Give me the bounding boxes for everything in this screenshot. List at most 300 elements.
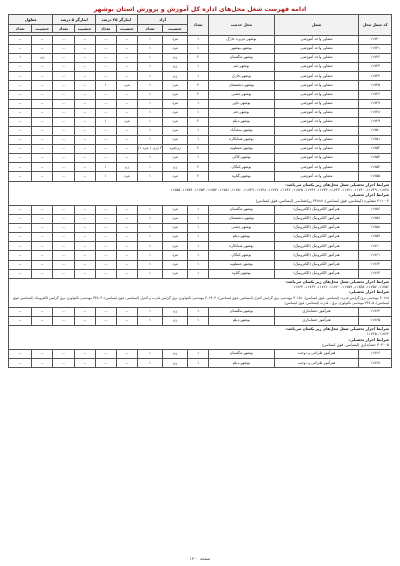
note-heading: شرایط احراز تحصیلی شغل محل‌های زیر یکسان می‌باشد: (285, 326, 389, 331)
table-cell: ۲ (188, 117, 209, 126)
note-codes: ۱۱۷۶۴، ۱۱۷۶۵ (366, 332, 389, 337)
table-cell: -- (32, 251, 53, 260)
table-cell: ۱۱۷۶۱ (359, 251, 392, 260)
qualification-note (9, 278, 392, 307)
table-cell: ۱۱۷۵۴ (359, 163, 392, 172)
table-cell: -- (116, 63, 137, 72)
note-heading: شرایط احراز تحصیلی شغل محل‌های زیر یکسان می‌باشد: (285, 182, 389, 187)
table-cell: بوشهر-کنگان (209, 163, 274, 172)
table-cell: -- (32, 63, 53, 72)
table-cell: -- (9, 145, 32, 154)
table-cell: -- (32, 215, 53, 224)
table-cell: بوشهر-دشتستان (209, 81, 274, 90)
table-cell: -- (9, 359, 32, 368)
table-body-electronics (9, 205, 392, 278)
table-cell: -- (95, 233, 116, 242)
note-heading: شرایط احراز تحصیلی شغل محل‌های زیر یکسان می‌باشد: (285, 279, 389, 284)
table-cell: -- (32, 136, 53, 145)
table-cell: -- (53, 359, 74, 368)
header-code: کد شغل محل (359, 15, 392, 36)
table-cell: -- (9, 233, 32, 242)
table-cell: -- (9, 63, 32, 72)
table-cell: مرد (116, 172, 137, 181)
header-quota5: ایثارگر ۵ درصد (53, 15, 95, 25)
table-cell: بوشهر-عسلویه (209, 145, 274, 154)
note-block-2 (9, 278, 392, 307)
table-cell: -- (9, 36, 32, 45)
table-cell: -- (74, 81, 95, 90)
table-cell: -- (95, 224, 116, 233)
table-cell: -- (116, 205, 137, 214)
table-cell: بوشهر-جاور (209, 99, 274, 108)
table-row (9, 81, 392, 90)
table-cell: -- (95, 72, 116, 81)
table-cell: بوشهر-خارک (209, 72, 274, 81)
table-row (9, 45, 392, 54)
table-row (9, 117, 392, 126)
table-cell: ۱ (138, 108, 163, 117)
table-cell: -- (9, 45, 32, 54)
table-cell: -- (116, 154, 137, 163)
table-cell: -- (9, 205, 32, 214)
table-row (9, 260, 392, 269)
table-cell: -- (74, 63, 95, 72)
table-cell: -- (53, 224, 74, 233)
table-cell: ۱ (138, 126, 163, 135)
table-cell: ۱ (138, 172, 163, 181)
table-cell: ۱ (9, 54, 32, 63)
note-condition-text: ۳۰۱۲۸ مهندسی برق گرایش قدرت (لیسانس، فوق لیسانس)، ۳۰۱۵۱ مهندسی برق گرایش کنترل (لیسانس، فوق لیسانس)، ۳۰۲۴۰۳ مهندسی تکنولوژی برق گرایش قدرت و کنترل (لیسانس، فوق لیسانس)، ۳۳۸۰۳ مهندسی تکنولوژی برق گرایش الکترونیک (لیسانس، فوق لیسانس)، ۳۳۸۰۵ مهندسی تکنولوژی برق - قدرت (لیسانس، فوق لیسانس) (12, 295, 389, 305)
table-cell: -- (95, 215, 116, 224)
table-cell: بوشهر-جزیره خارگ (209, 36, 274, 45)
note-condition-text: ۳۰۴۰۰۵ حسابداری (لیسانس، فوق لیسانس) (321, 342, 389, 347)
table-cell: بوشهر-دیلم (209, 117, 274, 126)
table-cell: -- (32, 154, 53, 163)
table-cell: ۱۱۷۵۰ (359, 126, 392, 135)
table-cell: -- (74, 205, 95, 214)
table-cell: -- (9, 99, 32, 108)
table-cell: زن (163, 72, 188, 81)
table-cell: -- (32, 233, 53, 242)
table-cell: ۱۱۷۵۵ (359, 172, 392, 181)
table-cell: ۲ (188, 54, 209, 63)
table-cell: بوشهر-جم (209, 108, 274, 117)
table-cell: ۱ (138, 359, 163, 368)
header-free: آزاد (138, 15, 188, 25)
table-cell: -- (53, 145, 74, 154)
table-cell: ۱ (138, 350, 163, 359)
table-cell: -- (32, 205, 53, 214)
table-cell: ۱ (188, 136, 209, 145)
table-cell: بوشهر-تنگستان (209, 350, 274, 359)
table-cell: -- (53, 154, 74, 163)
table-cell: -- (116, 136, 137, 145)
table-cell: -- (74, 215, 95, 224)
table-cell: مرد (163, 90, 188, 99)
header-number: تعداد (138, 25, 163, 33)
table-cell: -- (9, 350, 32, 359)
table-cell: -- (74, 350, 95, 359)
table-row (9, 205, 392, 214)
table-cell: -- (116, 90, 137, 99)
table-body-counselor (9, 36, 392, 182)
table-cell: -- (95, 126, 116, 135)
table-cell: -- (53, 215, 74, 224)
table-cell: ۱ (138, 316, 163, 325)
table-cell: ۱ (188, 72, 209, 81)
table-cell: -- (53, 172, 74, 181)
table-cell: بوشهر-شبانکاره (209, 136, 274, 145)
table-cell: -- (116, 36, 137, 45)
table-cell: ۱ (188, 233, 209, 242)
table-cell: ۱۱۷۵۲ (359, 145, 392, 154)
table-header (9, 15, 392, 36)
page-label: صفحه (199, 556, 211, 561)
table-cell: ۲ (زن ۱ مرد ۱) (138, 145, 163, 154)
table-cell: مشاور واحد آموزشی (274, 45, 359, 54)
table-cell: -- (116, 224, 137, 233)
table-cell: بوشهر-سعدآباد (209, 126, 274, 135)
table-cell: ۱ (138, 63, 163, 72)
table-cell: ۱ (138, 269, 163, 278)
table-cell: -- (74, 251, 95, 260)
table-cell: زن (32, 54, 53, 63)
table-cell: -- (32, 359, 53, 368)
table-cell: هنرآموز الکترونیک (الکترونیک) (274, 233, 359, 242)
table-cell: -- (116, 72, 137, 81)
table-cell: بوشهر-دشتی (209, 224, 274, 233)
table-body-sewing (9, 350, 392, 368)
header-number: تعداد (95, 25, 116, 33)
table-cell: ۲ (188, 172, 209, 181)
page-title: ادامه فهرست شغل محل‌های اداره کل آموزش و پرورش استان بوشهر (93, 6, 307, 13)
table-cell: ۱ (138, 90, 163, 99)
table-cell: -- (74, 36, 95, 45)
table-cell: زن (163, 307, 188, 316)
table-body-accounting (9, 307, 392, 325)
table-row (9, 215, 392, 224)
note-codes: ۱۱۷۵۶، ۱۱۷۵۷، ۱۱۷۵۸، ۱۱۷۵۹، ۱۱۷۶۰، ۱۱۷۶۱، ۱۱۷۶۲، ۱۱۷۶۳ (293, 285, 389, 290)
table-cell: زن (163, 350, 188, 359)
table-cell: -- (116, 316, 137, 325)
table-cell: بوشهر-عسلویه (209, 260, 274, 269)
table-row (9, 154, 392, 163)
table-cell: مرد (163, 224, 188, 233)
table-cell: ۱ (188, 45, 209, 54)
table-cell: -- (9, 108, 32, 117)
table-cell: -- (116, 126, 137, 135)
table-cell: هنرآموز حسابداری (274, 316, 359, 325)
table-cell: ۱ (188, 215, 209, 224)
table-cell: -- (74, 126, 95, 135)
table-cell: -- (9, 172, 32, 181)
table-cell: ۱۱۷۵۷ (359, 215, 392, 224)
table-cell: ۱۱۷۴۴ (359, 72, 392, 81)
table-cell: مرد (163, 36, 188, 45)
table-cell: ۱ (138, 36, 163, 45)
table-cell: ۱ (188, 359, 209, 368)
table-cell: ۱۱۷۵۶ (359, 205, 392, 214)
table-cell: مرد (163, 260, 188, 269)
page-footer (8, 556, 392, 561)
table-cell: -- (32, 45, 53, 54)
table-cell: ۱۱۷۴۱ (359, 45, 392, 54)
table-cell: -- (116, 242, 137, 251)
table-cell: بوشهر-دیلم (209, 316, 274, 325)
table-cell: ۱ (138, 215, 163, 224)
vacancy-table (8, 14, 392, 368)
table-cell: -- (95, 99, 116, 108)
table-cell: -- (74, 54, 95, 63)
table-row (9, 251, 392, 260)
table-cell: -- (74, 117, 95, 126)
table-cell: -- (9, 90, 32, 99)
table-cell: -- (74, 316, 95, 325)
table-cell: -- (53, 99, 74, 108)
table-cell: مشاور واحد آموزشی (274, 90, 359, 99)
table-cell: -- (74, 242, 95, 251)
table-cell: ۱ (95, 163, 116, 172)
table-cell: زن (163, 163, 188, 172)
table-cell: -- (32, 260, 53, 269)
table-cell: بوشهر-گناوه (209, 269, 274, 278)
table-cell: -- (9, 242, 32, 251)
note-block-1 (9, 181, 392, 205)
table-cell: ۱ (188, 269, 209, 278)
table-cell: ۱ (188, 307, 209, 316)
table-cell: -- (95, 242, 116, 251)
table-cell: مشاور واحد آموزشی (274, 163, 359, 172)
table-cell: ۱۱۷۵۳ (359, 154, 392, 163)
table-cell: -- (116, 251, 137, 260)
note-block-3 (9, 325, 392, 349)
note-condition-text: ۳۱۱۰۰۴ مشاوره (لیسانس، فوق لیسانس)، ۳۳۸۸۷ روانشناسی (لیسانس، فوق لیسانس) (255, 198, 389, 203)
table-cell: مشاور واحد آموزشی (274, 145, 359, 154)
table-cell: -- (95, 269, 116, 278)
table-cell: -- (53, 260, 74, 269)
table-cell: ۱ (188, 205, 209, 214)
table-row (9, 90, 392, 99)
table-cell: مشاور واحد آموزشی (274, 36, 359, 45)
table-cell: ۱ (188, 63, 209, 72)
table-cell: زن (163, 54, 188, 63)
table-cell: مرد (163, 45, 188, 54)
table-cell: -- (32, 81, 53, 90)
table-cell: -- (32, 90, 53, 99)
table-cell: -- (32, 172, 53, 181)
table-cell: ۱ (188, 36, 209, 45)
table-cell: ۱۱۷۴۰ (359, 36, 392, 45)
table-cell: زن (163, 63, 188, 72)
table-cell: ۱ (188, 224, 209, 233)
table-cell: -- (53, 233, 74, 242)
table-cell: بوشهر-دشتستان (209, 215, 274, 224)
table-cell: -- (9, 72, 32, 81)
table-cell: ۱۱۷۴۳ (359, 63, 392, 72)
table-cell: مشاور واحد آموزشی (274, 81, 359, 90)
table-cell: -- (74, 136, 95, 145)
table-cell: بوشهر-شبانکاره (209, 242, 274, 251)
table-cell: -- (53, 136, 74, 145)
table-cell: -- (9, 136, 32, 145)
table-cell: -- (53, 90, 74, 99)
table-cell: بوشهر-تنگستان (209, 205, 274, 214)
table-cell: هنرآموز الکترونیک (الکترونیک) (274, 269, 359, 278)
table-cell: ۱۱۷۶۵ (359, 316, 392, 325)
table-cell: -- (53, 81, 74, 90)
table-row (9, 359, 392, 368)
table-cell: -- (53, 316, 74, 325)
table-cell: مشاور واحد آموزشی (274, 154, 359, 163)
table-cell: مشاور واحد آموزشی (274, 117, 359, 126)
table-cell: مرد (163, 99, 188, 108)
table-cell: -- (9, 269, 32, 278)
table-cell: ۱۱۷۶۷ (359, 359, 392, 368)
table-cell: -- (74, 260, 95, 269)
table-cell: -- (74, 108, 95, 117)
table-cell: بوشهر-تنگستان (209, 54, 274, 63)
table-cell: -- (53, 242, 74, 251)
table-cell: -- (32, 36, 53, 45)
table-cell: هنرآموز الکترونیک (الکترونیک) (274, 205, 359, 214)
table-cell: -- (95, 45, 116, 54)
table-cell: -- (9, 215, 32, 224)
table-cell: -- (116, 233, 137, 242)
table-cell: بوشهر-دشتی (209, 90, 274, 99)
table-cell: -- (74, 154, 95, 163)
table-cell: ۲ (188, 90, 209, 99)
table-cell: -- (95, 260, 116, 269)
table-cell: هنرآموز طراحی و دوخت (274, 359, 359, 368)
qualification-note (9, 181, 392, 205)
table-cell: مرد (163, 136, 188, 145)
table-cell: مرد (163, 233, 188, 242)
table-cell: ۱ (95, 81, 116, 90)
note-condition-title: شرایط احراز تحصیلی: (348, 290, 389, 295)
table-cell: مشاور واحد آموزشی (274, 63, 359, 72)
table-cell: هنرآموز الکترونیک (الکترونیک) (274, 242, 359, 251)
table-cell: -- (74, 359, 95, 368)
header-gender: جنسیت (74, 25, 95, 33)
table-cell: -- (74, 72, 95, 81)
qualification-note (9, 325, 392, 349)
table-cell: ۱ (138, 224, 163, 233)
table-cell: هنرآموز الکترونیک (الکترونیک) (274, 251, 359, 260)
table-cell: مشاور واحد آموزشی (274, 108, 359, 117)
table-cell: ۱ (138, 117, 163, 126)
table-cell: ۱ (188, 260, 209, 269)
table-cell: مشاور واحد آموزشی (274, 172, 359, 181)
table-cell: -- (74, 172, 95, 181)
table-cell: ۱ (138, 260, 163, 269)
table-cell: -- (53, 72, 74, 81)
table-cell: -- (53, 54, 74, 63)
table-cell: ۱۱۷۵۹ (359, 233, 392, 242)
table-cell: هنرآموز الکترونیک (الکترونیک) (274, 215, 359, 224)
table-cell: مرد (163, 126, 188, 135)
table-cell: -- (32, 350, 53, 359)
table-cell: -- (95, 154, 116, 163)
table-cell: ۲ (188, 145, 209, 154)
table-cell: -- (74, 224, 95, 233)
table-cell: -- (116, 359, 137, 368)
document-page (8, 0, 392, 561)
table-cell: -- (116, 350, 137, 359)
table-cell: بوشهر-دیلم (209, 359, 274, 368)
table-cell: -- (32, 242, 53, 251)
header-gender: جنسیت (163, 25, 188, 33)
table-cell: -- (9, 163, 32, 172)
table-row (9, 242, 392, 251)
table-cell: مرد (116, 81, 137, 90)
table-cell: مرد (163, 205, 188, 214)
table-cell: زن (116, 163, 137, 172)
header-location: محل خدمت (209, 15, 274, 36)
table-row (9, 350, 392, 359)
table-cell: ۱ (188, 350, 209, 359)
table-cell: مرد (163, 117, 188, 126)
table-row (9, 126, 392, 135)
table-cell: -- (53, 117, 74, 126)
table-cell: مرد (163, 154, 188, 163)
table-cell: -- (53, 45, 74, 54)
table-cell: -- (9, 126, 32, 135)
table-cell: ۱ (188, 154, 209, 163)
table-row (9, 145, 392, 154)
table-cell: هنرآموز الکترونیک (الکترونیک) (274, 260, 359, 269)
table-cell: -- (53, 269, 74, 278)
table-cell: ۱ (188, 316, 209, 325)
table-cell: -- (95, 63, 116, 72)
table-row (9, 72, 392, 81)
header-gender: جنسیت (116, 25, 137, 33)
table-row (9, 269, 392, 278)
table-cell: -- (9, 117, 32, 126)
header-number: تعداد (9, 25, 32, 33)
table-row (9, 99, 392, 108)
table-row (9, 108, 392, 117)
table-cell: بوشهر-جم (209, 63, 274, 72)
table-cell: ۲ (188, 163, 209, 172)
table-cell: بوشهر-تنگستان (209, 307, 274, 316)
table-cell: مرد (163, 215, 188, 224)
table-cell: ۱۱۷۶۶ (359, 350, 392, 359)
table-cell: ۱ (138, 242, 163, 251)
table-cell: مرد (116, 117, 137, 126)
table-cell: -- (9, 251, 32, 260)
table-row (9, 307, 392, 316)
table-cell: ۱ (188, 126, 209, 135)
table-cell: ۱ (138, 136, 163, 145)
table-cell: -- (53, 63, 74, 72)
table-cell: ۱۱۷۴۲ (359, 54, 392, 63)
table-cell: -- (95, 36, 116, 45)
table-cell: ۱ (138, 251, 163, 260)
table-cell: مرد (163, 172, 188, 181)
note-condition-title: شرایط احراز تحصیلی: (348, 337, 389, 342)
table-cell: -- (74, 307, 95, 316)
table-cell: بوشهر-بوشهر (209, 45, 274, 54)
table-cell: مشاور واحد آموزشی (274, 126, 359, 135)
table-cell: -- (95, 90, 116, 99)
table-cell: -- (9, 260, 32, 269)
table-cell: -- (74, 163, 95, 172)
table-cell: ۱۱۷۴۶ (359, 90, 392, 99)
table-cell: -- (53, 36, 74, 45)
table-cell: ۱۱۷۶۳ (359, 269, 392, 278)
table-cell: -- (9, 307, 32, 316)
table-cell: -- (53, 163, 74, 172)
